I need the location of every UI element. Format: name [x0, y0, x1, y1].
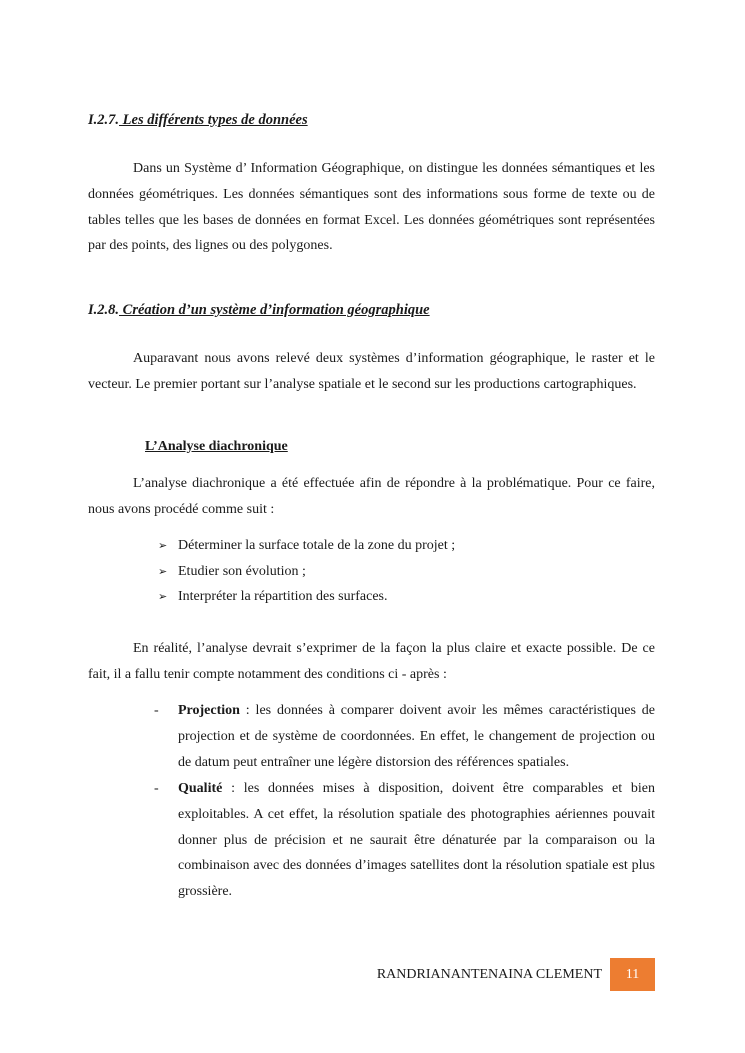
- section-number: I.2.8.: [88, 302, 120, 318]
- section-heading-1-2-8: [88, 302, 430, 319]
- section-heading-1-2-7: [88, 112, 308, 129]
- section-title: Les différents types de données: [119, 112, 308, 128]
- arrow-bullet-icon: ➢: [158, 540, 168, 552]
- arrow-bullet-icon: ➢: [158, 591, 168, 603]
- paragraph-data-types: Dans un Système d’ Information Géographique, on distingue les données sémantiques et les données géométriques. Les données sémantiques sont des informations sous forme de texte ou de tables telles que les bases de données en format Excel. Les données géométriques sont représentées par des points, des lignes ou des polygones.: [88, 161, 655, 254]
- list-item: ➢ Déterminer la surface totale de la zone du projet ;: [158, 533, 455, 559]
- condition-text: : les données mises à disposition, doivent être comparables et bien exploitables. A cet effet, la résolution spatiale des photographies aériennes pouvait donner plus de précision et ne saurait être dénaturée par la comparaison ou la combinaison avec des données d’images satellites dont la résolution spatiale est plus grossière.: [178, 781, 655, 900]
- footer-author: RANDRIANANTENAINA CLEMENT: [376, 967, 602, 982]
- page-number-badge: 11: [610, 958, 655, 991]
- condition-term: Projection: [178, 703, 240, 718]
- list-item: ➢ Etudier son évolution ;: [158, 559, 455, 585]
- paragraph-analyse-intro: L’analyse diachronique a été effectuée afin de répondre à la problématique. Pour ce faire, nous avons procédé comme suit :: [88, 476, 655, 517]
- arrow-bullet-icon: ➢: [158, 565, 168, 578]
- condition-text: : les données à comparer doivent avoir les mêmes caractéristiques de projection et de système de coordonnées. En effet, le changement de projection ou de datum peut entraîner une légère distorsion des références spatiales.: [178, 703, 655, 770]
- section-title: Création d’un système d’information géographique: [119, 302, 430, 318]
- dash-bullet: -: [154, 703, 159, 718]
- list-item: ➢ Interpréter la répartition des surfaces.: [158, 584, 455, 610]
- page-footer: [360, 958, 655, 991]
- paragraph-sig-creation: Auparavant nous avons relevé deux systèmes d’information géographique, le raster et le vecteur. Le premier portant sur l’analyse spatiale et le second sur les productions cartographiques.: [88, 351, 655, 392]
- section-number: I.2.7.: [88, 112, 120, 128]
- dash-bullet: -: [154, 781, 159, 796]
- condition-term: Qualité: [178, 781, 223, 796]
- bullet-list: [158, 533, 455, 610]
- subheading-analyse-diachronique: L’Analyse diachronique: [145, 439, 288, 454]
- paragraph-conditions-intro: En réalité, l’analyse devrait s’exprimer de la façon la plus claire et exacte possible. De ce fait, il a fallu tenir compte notamment des conditions ci - après :: [88, 641, 655, 682]
